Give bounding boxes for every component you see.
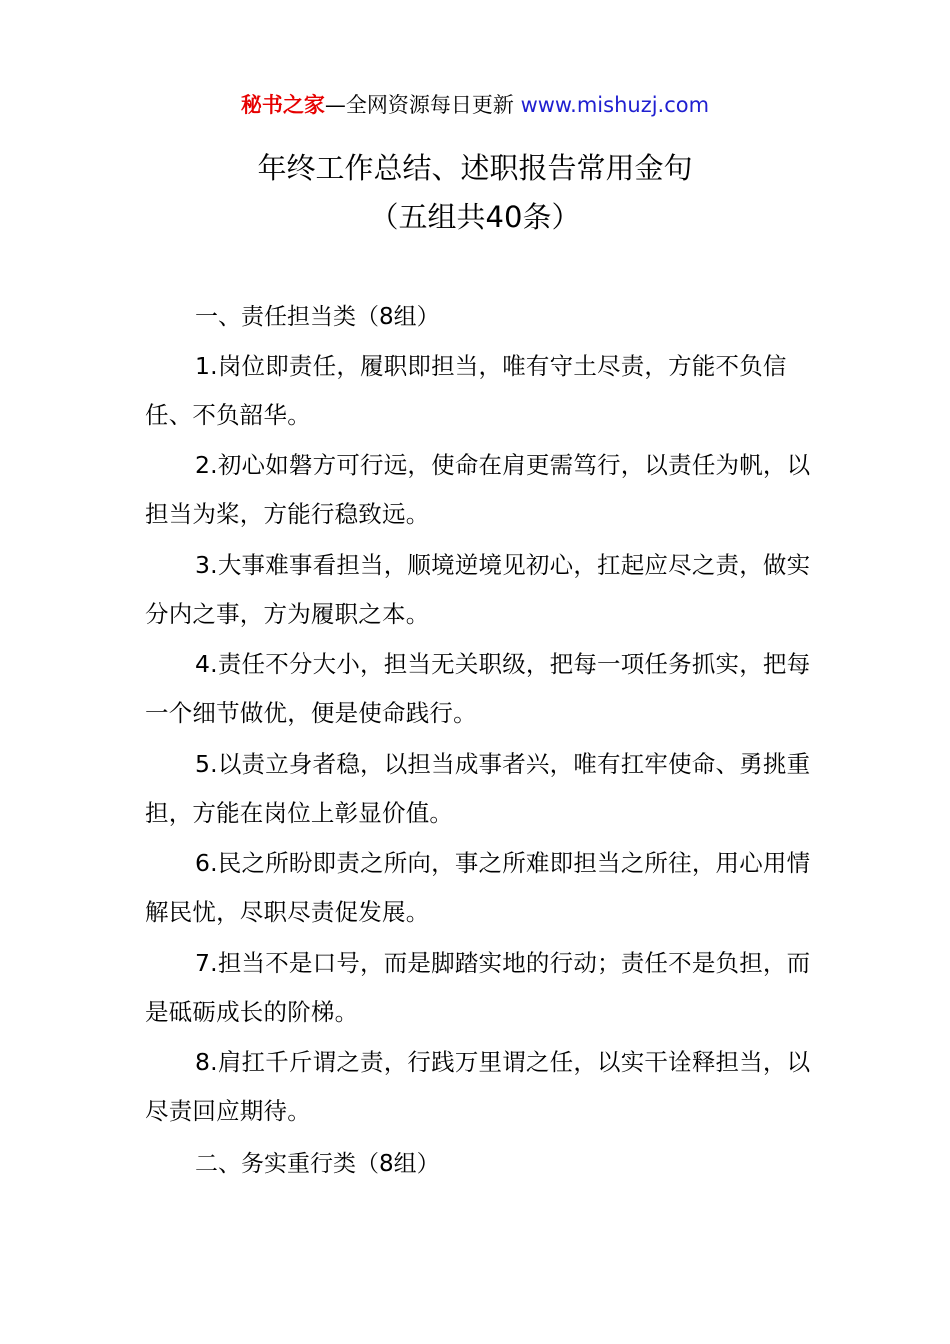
section-heading-2: 二、务实重行类（8组） [195, 1151, 440, 1177]
paragraph-item-4: 4.责任不分大小，担当无关职级，把每一项任务抓实，把每一个细节做优，便是使命践行。 [145, 650, 811, 727]
paragraph-item-7: 7.担当不是口号，而是脚踏实地的行动；责任不是负担，而是砥砺成长的阶梯。 [145, 949, 811, 1026]
paragraph-item-8: 8.肩扛千斤谓之责，行践万里谓之任，以实干诠释担当，以尽责回应期待。 [145, 1048, 811, 1125]
header-tagline: —全网资源每日更新 [324, 93, 514, 117]
section-heading-1: 一、责任担当类（8组） [195, 304, 440, 330]
paragraph-item-6: 6.民之所盼即责之所向，事之所难即担当之所往，用心用情解民忧，尽职尽责促发展。 [145, 849, 811, 926]
paragraph-item-5: 5.以责立身者稳，以担当成事者兴，唯有扛牢使命、勇挑重担，方能在岗位上彰显价值。 [145, 750, 811, 827]
paragraph-item-2: 2.初心如磐方可行远，使命在肩更需笃行，以责任为帆，以担当为桨，方能行稳致远。 [145, 451, 811, 528]
site-url-link[interactable]: www.mishuzj.com [520, 93, 710, 117]
paragraph-item-3: 3.大事难事看担当，顺境逆境见初心，扛起应尽之责，做实分内之事，方为履职之本。 [145, 551, 811, 628]
brand-name: 秘书之家 [240, 93, 325, 117]
document-subtitle: （五组共40条） [369, 200, 581, 234]
paragraph-item-1: 1.岗位即责任，履职即担当，唯有守土尽责，方能不负信任、不负韶华。 [145, 352, 787, 429]
site-header [0, 88, 950, 122]
document-title: 年终工作总结、述职报告常用金句 [257, 151, 693, 185]
